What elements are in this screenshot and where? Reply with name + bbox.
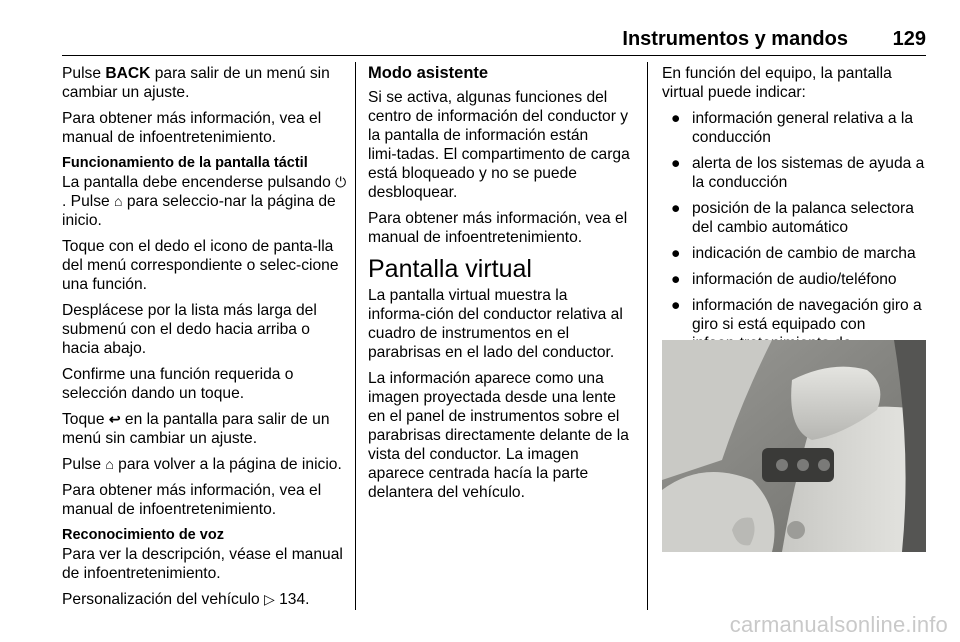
paragraph: La pantalla virtual muestra la informa‑ción del conductor relativa al cuadro de instrumentos en el parabrisas en el lado del conductor.	[368, 287, 623, 361]
paragraph: Toque con el dedo el icono de panta‑lla del menú correspondiente o selec‑cione una función.	[62, 238, 339, 293]
bullet-icon: ●	[671, 271, 681, 288]
paragraph: Toque ↩ en la pantalla para salir de un menú sin cambiar un ajuste.	[62, 411, 330, 447]
paragraph: Confirme una función requerida o selección dando un toque.	[62, 366, 294, 402]
column-right	[662, 64, 928, 379]
paragraph: La pantalla debe encenderse pulsando ⏻. Pulse ⌂ para seleccio‑nar la página de inicio.	[62, 174, 347, 229]
list-item: ● información de audio/teléfono	[671, 271, 897, 288]
paragraph: Para obtener más información, vea el manual de infoentretenimiento.	[368, 210, 628, 246]
subheading-touchscreen: Funcionamiento de la pantalla táctil	[62, 155, 308, 171]
page-header	[62, 26, 926, 50]
paragraph: Para ver la descripción, véase el manual de infoentretenimiento.	[62, 546, 343, 582]
paragraph: Para obtener más información, vea el manual de infoentretenimiento.	[62, 482, 322, 518]
paragraph: La información aparece como una imagen proyectada desde una lente en el panel de instrumentos sobre el parabrisas directamente delante de la vista del conductor. La imagen aparece centrada hacía la parte delantera del vehículo.	[368, 370, 629, 501]
back-arrow-icon: ↩	[108, 411, 121, 427]
heading-virtual-display: Pantalla virtual	[368, 255, 532, 283]
column-left	[62, 64, 347, 616]
bullet-icon: ●	[671, 110, 681, 127]
column-divider	[647, 62, 648, 610]
cross-reference[interactable]: Personalización del vehículo ▷ 134.	[62, 591, 310, 608]
watermark: carmanualsonline.info	[729, 612, 948, 637]
dashboard-illustration	[662, 340, 926, 552]
list-item: ● información general relativa a la conducción	[671, 110, 914, 146]
paragraph: Desplácese por la lista más larga del submenú con el dedo hacia arriba o hacia abajo.	[62, 302, 317, 357]
home-icon: ⌂	[114, 193, 123, 209]
section-title: Instrumentos y mandos	[622, 28, 848, 50]
dashboard-photo	[662, 340, 926, 552]
paragraph: Pulse BACK para salir de un menú sin cambiar un ajuste.	[62, 65, 330, 101]
header-rule	[62, 55, 926, 56]
power-icon: ⏻	[335, 174, 347, 190]
reference-arrow-icon: ▷	[263, 591, 275, 607]
list-item: ● información de navegación giro a giro si está equipado con	[671, 297, 922, 333]
paragraph: Si se activa, algunas funciones del centro de información del conductor y la pantalla de información están limi‑tadas. El compartimento de carga está bloqueado y no se puede desbloquear.	[368, 89, 630, 201]
paragraph: Para obtener más información, vea el manual de infoentretenimiento.	[62, 110, 322, 146]
bullet-icon: ●	[671, 155, 681, 172]
column-divider	[355, 62, 356, 610]
list-item: ● posición de la palanca selectora del cambio automático	[671, 200, 914, 236]
list-item: ● indicación de cambio de marcha	[671, 245, 916, 262]
home-icon: ⌂	[105, 456, 114, 472]
column-middle	[368, 64, 636, 509]
paragraph: En función del equipo, la pantalla virtual puede indicar:	[662, 65, 892, 101]
heading-assistant-mode: Modo asistente	[368, 64, 489, 82]
bullet-icon: ●	[671, 245, 681, 262]
bullet-list	[662, 109, 928, 372]
page-number: 129	[892, 28, 926, 50]
list-item: ● alerta de los sistemas de ayuda a la conducción	[671, 155, 925, 191]
bullet-icon: ●	[671, 297, 681, 314]
bullet-icon: ●	[671, 200, 681, 217]
subheading-voice: Reconocimiento de voz	[62, 527, 224, 543]
paragraph: Pulse ⌂ para volver a la página de inicio.	[62, 456, 342, 473]
back-key-label: BACK	[105, 65, 151, 82]
